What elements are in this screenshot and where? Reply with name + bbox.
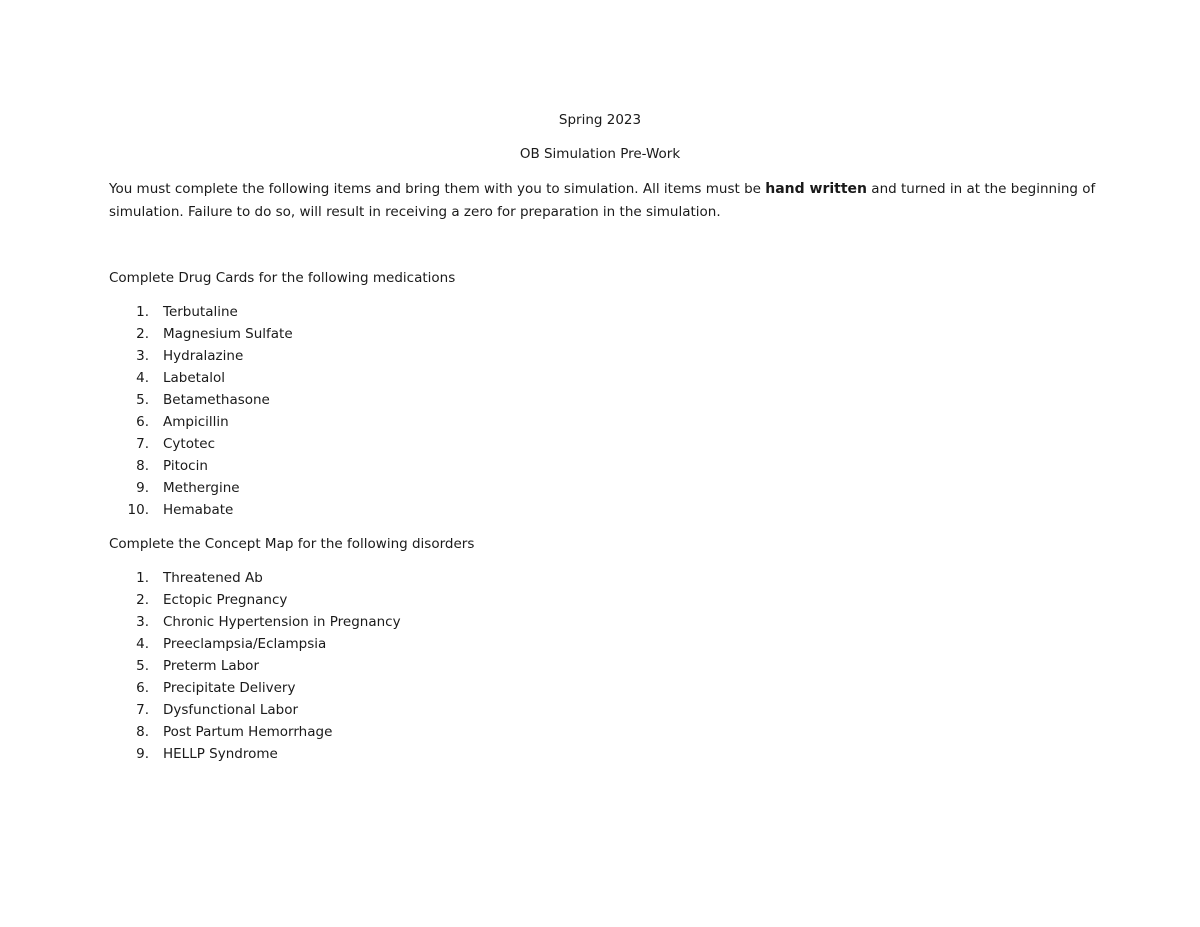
document-title: OB Simulation Pre-Work bbox=[519, 146, 681, 162]
list-item bbox=[109, 325, 293, 347]
list-item-text: Pitocin bbox=[163, 458, 208, 474]
list-item-number: 1. bbox=[136, 304, 149, 320]
document-term: Spring 2023 bbox=[558, 112, 642, 128]
list-item-number: 3. bbox=[136, 614, 149, 630]
list-item-number: 7. bbox=[136, 702, 149, 718]
list-item bbox=[109, 569, 401, 591]
list-item bbox=[109, 435, 293, 457]
list-item-number: 2. bbox=[136, 592, 149, 608]
list-item-number: 6. bbox=[136, 680, 149, 696]
list-item-text: Post Partum Hemorrhage bbox=[163, 724, 333, 740]
list-item bbox=[109, 657, 401, 679]
list-item-text: Chronic Hypertension in Pregnancy bbox=[163, 614, 401, 630]
list-item bbox=[109, 635, 401, 657]
list-item-text: Betamethasone bbox=[163, 392, 270, 408]
list-item-text: Terbutaline bbox=[163, 304, 238, 320]
list-item bbox=[109, 745, 401, 767]
list-item-text: Cytotec bbox=[163, 436, 215, 452]
list-item bbox=[109, 413, 293, 435]
list-item-number: 9. bbox=[136, 480, 149, 496]
drug-cards-list bbox=[109, 303, 293, 523]
list-item bbox=[109, 457, 293, 479]
list-item-text: Preterm Labor bbox=[163, 658, 259, 674]
intro-emphasis: hand written bbox=[765, 181, 867, 197]
list-item-text: Ampicillin bbox=[163, 414, 229, 430]
list-item-number: 6. bbox=[136, 414, 149, 430]
list-item bbox=[109, 679, 401, 701]
list-item-number: 7. bbox=[136, 436, 149, 452]
drug-cards-heading: Complete Drug Cards for the following medications bbox=[109, 270, 456, 286]
list-item-text: Ectopic Pregnancy bbox=[163, 592, 288, 608]
list-item-number: 2. bbox=[136, 326, 149, 342]
list-item-number: 3. bbox=[136, 348, 149, 364]
intro-text-before: You must complete the following items and bring them with you to simulation. All items must be bbox=[109, 181, 766, 197]
intro-paragraph bbox=[109, 178, 1109, 224]
list-item-text: Methergine bbox=[163, 480, 240, 496]
list-item-text: Preeclampsia/Eclampsia bbox=[163, 636, 327, 652]
concept-map-heading: Complete the Concept Map for the following disorders bbox=[109, 536, 475, 552]
list-item-number: 8. bbox=[136, 724, 149, 740]
list-item-number: 10. bbox=[127, 502, 149, 518]
list-item-number: 1. bbox=[136, 570, 149, 586]
list-item bbox=[109, 347, 293, 369]
concept-map-list bbox=[109, 569, 401, 767]
list-item bbox=[109, 391, 293, 413]
list-item-text: Hydralazine bbox=[163, 348, 244, 364]
list-item-text: Dysfunctional Labor bbox=[163, 702, 299, 718]
list-item bbox=[109, 479, 293, 501]
list-item-text: Hemabate bbox=[163, 502, 234, 518]
list-item bbox=[109, 613, 401, 635]
list-item-text: Labetalol bbox=[163, 370, 225, 386]
list-item bbox=[109, 701, 401, 723]
list-item-text: Precipitate Delivery bbox=[163, 680, 296, 696]
list-item-text: Threatened Ab bbox=[163, 570, 263, 586]
list-item-number: 4. bbox=[136, 636, 149, 652]
list-item-number: 8. bbox=[136, 458, 149, 474]
list-item-number: 5. bbox=[136, 392, 149, 408]
list-item bbox=[109, 369, 293, 391]
list-item bbox=[109, 591, 401, 613]
intro-text-after: and turned in at the beginning of simulation. Failure to do so, will result in receiving a zero for preparation in the simulation. bbox=[109, 181, 1096, 220]
list-item-text: Magnesium Sulfate bbox=[163, 326, 293, 342]
list-item bbox=[109, 723, 401, 745]
list-item-text: HELLP Syndrome bbox=[163, 746, 278, 762]
list-item-number: 5. bbox=[136, 658, 149, 674]
list-item bbox=[109, 303, 293, 325]
list-item bbox=[109, 501, 293, 523]
list-item-number: 4. bbox=[136, 370, 149, 386]
list-item-number: 9. bbox=[136, 746, 149, 762]
